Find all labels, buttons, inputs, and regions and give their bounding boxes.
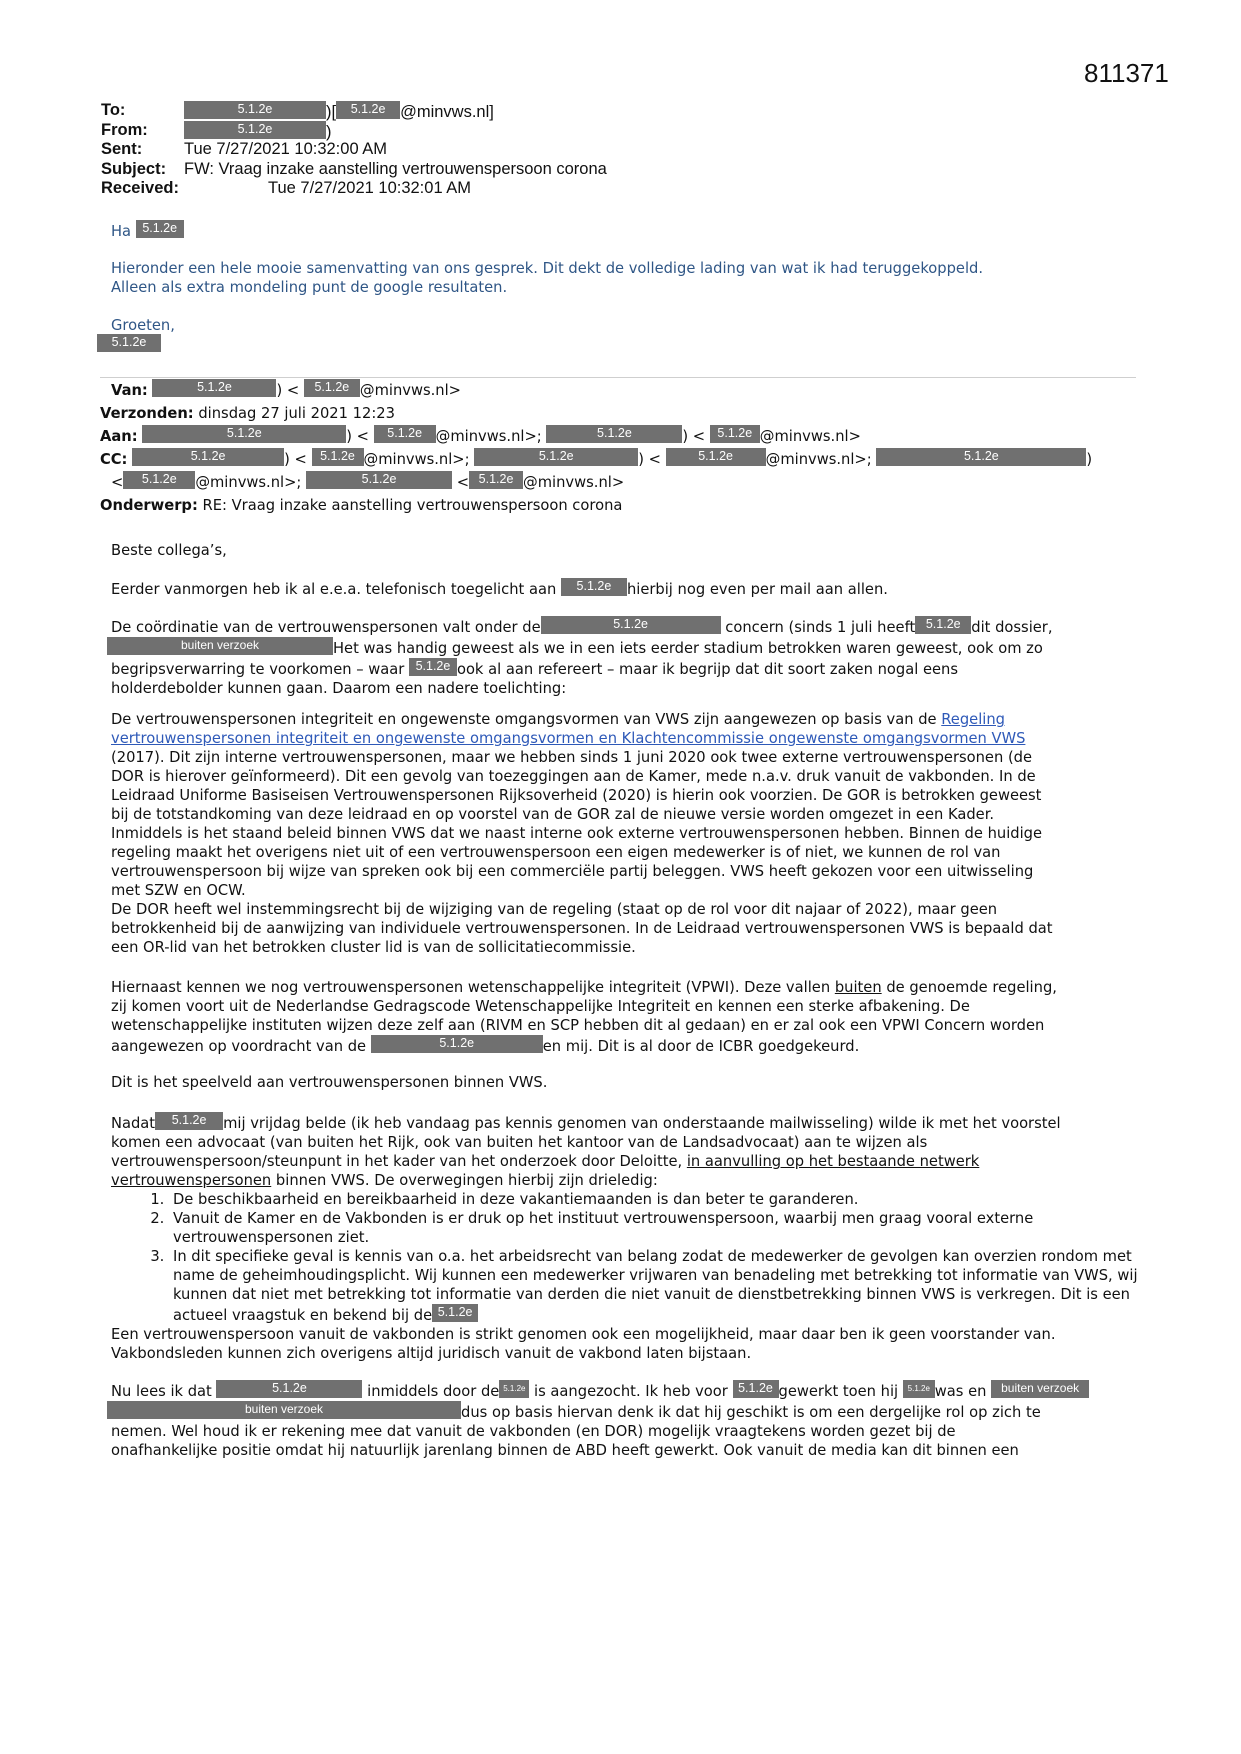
subject-label: Subject: <box>101 159 167 178</box>
redaction: 5.1.2e <box>97 334 161 352</box>
redaction: 5.1.2e <box>136 220 184 238</box>
to-value <box>184 101 494 123</box>
forward-line-1: Hieronder een hele mooie samenvatting van ons gesprek. Dit dekt de volledige lading van wat ik had teruggekoppeld. <box>111 260 984 277</box>
domain: @minvws.nl> <box>759 428 861 445</box>
p8-text-c: is aangezocht. Ik heb voor <box>534 1383 728 1400</box>
closing: Groeten, <box>111 317 175 334</box>
domain: @minvws.nl>; <box>765 451 872 468</box>
redaction: 5.1.2e <box>142 425 346 443</box>
redaction: 5.1.2e <box>152 379 276 397</box>
received-value: Tue 7/27/2021 10:32:01 AM <box>268 179 472 197</box>
redaction: 5.1.2e <box>499 1380 529 1398</box>
domain: @minvws.nl> <box>523 474 625 491</box>
p3-line: (2017). Dit zijn interne vertrouwenspersonen, maar we hebben sinds 1 juni 2020 ook twee externe vertrouwenspersonen (de <box>111 749 1033 766</box>
onderwerp-value: RE: Vraag inzake aanstelling vertrouwenspersoon corona <box>202 497 623 514</box>
p3-line: De DOR heeft wel instemmingsrecht bij de wijziging van de regeling (staat op de rol voor dit najaar of 2022), maar geen <box>111 901 998 918</box>
to-label: To: <box>101 101 126 119</box>
p3-line: regeling maakt het overigens niet uit of een vertrouwenspersoon een eigen medewerker is of niet, we kunnen de rol van <box>111 844 1001 861</box>
redaction: 5.1.2e <box>374 425 436 443</box>
redaction-outside-request: buiten verzoek <box>107 637 333 655</box>
p2-line-4: holderdebolder kunnen gaan. Daarom een nadere toelichting: <box>111 680 567 697</box>
bracket: ) < <box>284 451 307 468</box>
cc-label: CC: <box>100 451 128 468</box>
p4-text-e: aangewezen op voordracht van de <box>111 1038 367 1055</box>
p6-line-4 <box>111 1171 1141 1190</box>
to-mid: )[ <box>326 103 337 121</box>
p4-line-3: wetenschappelijke instituten wijzen deze zelf aan (RIVM en SCP hebben dit al gedaan) en er zal ook een VPWI Concern worden <box>111 1017 1045 1034</box>
subject-value: FW: Vraag inzake aanstelling vertrouwenspersoon corona <box>184 159 607 178</box>
aan-label: Aan: <box>100 428 138 445</box>
p4-line-4 <box>111 1035 1141 1056</box>
email-header <box>101 101 607 199</box>
p2-line-1 <box>111 616 1141 637</box>
redaction: 5.1.2e <box>733 1380 779 1398</box>
li3-text: In dit specifieke geval is kennis van o.a. het arbeidsrecht van belang zodat de medewerker de gevolgen kan overzien rondom met name de geheimhoudingsplicht. Wij kunnen een medewerker vrijwaren van benadeling met betrekking tot informatie van VWS, wij kunnen dat niet met betrekking tot informatie van derden die niet vanuit de dienstbetrekking binnen VWS is verkregen. Dit is een actueel vraagstuk en bekend bij de <box>173 1248 1138 1324</box>
from-row <box>101 120 332 141</box>
sent-row <box>101 140 388 160</box>
p3-line: met SZW en OCW. <box>111 882 246 899</box>
p7-line-2: Vakbondsleden kunnen zich overigens altijd juridisch vanuit de vakbond laten bijstaan. <box>111 1345 752 1362</box>
list-item <box>169 1247 1169 1325</box>
p8-text-d: gewerkt toen hij <box>778 1383 899 1400</box>
considerations-list <box>111 1190 1169 1325</box>
sent-label: Sent: <box>101 140 143 158</box>
bracket: < <box>111 474 124 491</box>
redaction: 5.1.2e <box>336 101 400 119</box>
paragraph-8 <box>111 1380 1141 1460</box>
p6-text-d: vertrouwenspersoon/steunpunt in het kader van het onderzoek door Deloitte, <box>111 1153 683 1170</box>
paragraph-4 <box>111 978 1141 1056</box>
p6-line-2: komen een advocaat (van buiten het Rijk, ook van buiten het kantoor van de Landsadvocaat) aan te wijzen als <box>111 1134 928 1151</box>
p1-text-a: Eerder vanmorgen heb ik al e.e.a. telefonisch toegelicht aan <box>111 581 557 598</box>
list-item: 2. Vanuit de Kamer en de Vakbonden is er druk op het instituut vertrouwenspersoon, waarbij men graag vooral externe vertrouwenspersonen ziet. <box>169 1209 1169 1247</box>
redaction: 5.1.2e <box>371 1035 543 1053</box>
p3-line: vertrouwenspersoon bij wijze van spreken ook bij een commerciële partij beleggen. VWS heeft gekozen voor een uitwisseling <box>111 863 1034 880</box>
p8-line-3: nemen. Wel houd ik er rekening mee dat vanuit de vakbonden (en DOR) mogelijk vraagtekens worden gezet bij de <box>111 1423 956 1440</box>
p6-line-1 <box>111 1112 1141 1133</box>
from-tail: ) <box>326 122 332 141</box>
p3-line-2 <box>111 729 1141 748</box>
redaction: 5.1.2e <box>312 448 364 466</box>
paragraph-5 <box>111 1073 1141 1092</box>
greeting: Ha <box>111 223 132 240</box>
domain: @minvws.nl>; <box>435 428 542 445</box>
p3-text-a: De vertrouwenspersonen integriteit en ongewenste omgangsvormen van VWS zijn aangewezen op basis van de <box>111 711 937 728</box>
p4-text-a: Hiernaast kennen we nog vertrouwenspersonen wetenschappelijke integriteit (VPWI). Deze vallen <box>111 979 831 996</box>
cc-row-2 <box>100 471 1150 494</box>
onderwerp-label: Onderwerp: <box>100 497 198 514</box>
bracket: ) < <box>682 428 706 445</box>
regeling-link-cont[interactable]: vertrouwenspersonen integriteit en ongewenste omgangsvormen en Klachtencommissie ongewenste omgangsvormen VWS <box>111 730 1026 747</box>
redaction: 5.1.2e <box>541 616 721 634</box>
p8-text-b: inmiddels door de <box>367 1383 500 1400</box>
received-row <box>101 179 472 199</box>
signature-redaction <box>97 334 161 354</box>
from-value <box>184 121 332 143</box>
redaction: 5.1.2e <box>132 448 284 466</box>
p2-text-b: concern (sinds 1 juli heeft <box>725 619 916 636</box>
p6-text-a: Nadat <box>111 1115 156 1132</box>
paragraph-6 <box>111 1112 1141 1363</box>
p4-line-2: zij komen voort uit de Nederlandse Gedragscode Wetenschappelijke Integriteit en kennen een sterke afbakening. De <box>111 998 970 1015</box>
redaction: 5.1.2e <box>304 379 360 397</box>
bracket: ) < <box>346 428 369 445</box>
redaction: 5.1.2e <box>184 121 326 139</box>
redaction-outside-request: buiten verzoek <box>107 1401 461 1419</box>
verzonden-label: Verzonden: <box>100 405 194 422</box>
verzonden-value: dinsdag 27 juli 2021 12:23 <box>198 405 395 422</box>
p3-line: een OR-lid van het betrokken cluster lid is van de sollicitatiecommissie. <box>111 939 636 956</box>
forward-line-2: Alleen als extra mondeling punt de google resultaten. <box>111 279 508 296</box>
subject-row <box>101 159 607 180</box>
p2-text-c: dit dossier, <box>971 619 1053 636</box>
domain: @minvws.nl>; <box>363 451 470 468</box>
bracket: ) < <box>638 451 661 468</box>
p3-line: Leidraad Uniforme Basiseisen Vertrouwenspersonen Rijksoverheid (2020) is hierin ook voorzien. De GOR is betrokken geweest <box>111 787 1042 804</box>
p2-text-d: Het was handig geweest als we in een iets eerder stadium betrokken waren geweest, ook om zo <box>333 640 1043 657</box>
p4-line-1 <box>111 978 1141 997</box>
redaction: 5.1.2e <box>903 1380 935 1398</box>
p8-line-2 <box>107 1401 1141 1422</box>
cc-row <box>100 448 1150 471</box>
redaction: 5.1.2e <box>184 101 326 119</box>
sent-value: Tue 7/27/2021 10:32:00 AM <box>184 140 388 158</box>
document-number: 811371 <box>1084 58 1169 88</box>
p8-text-e: was en <box>934 1383 987 1400</box>
redaction: 5.1.2e <box>474 448 638 466</box>
van-row <box>100 379 1150 402</box>
p6-text-e: binnen VWS. De overwegingen hierbij zijn drieledig: <box>275 1172 658 1189</box>
redaction: 5.1.2e <box>216 1380 362 1398</box>
original-header <box>100 379 1150 517</box>
p2-text-e: begripsverwarring te voorkomen – waar <box>111 661 405 678</box>
p1-line <box>111 578 1141 599</box>
redaction: 5.1.2e <box>561 578 627 596</box>
redaction: 5.1.2e <box>432 1304 478 1322</box>
paragraph-3 <box>111 710 1141 957</box>
p2-text-f: ook al aan refereert – maar ik begrijp dat dit soort zaken nogal eens <box>456 661 958 678</box>
greeting-line <box>111 220 1141 241</box>
to-row <box>101 101 494 121</box>
bracket: < <box>456 474 470 491</box>
salutation <box>111 541 1141 560</box>
p6-underline-2: vertrouwenspersonen <box>111 1172 272 1189</box>
redaction: 5.1.2e <box>306 471 452 489</box>
p8-text-f: dus op basis hiervan denk ik dat hij geschikt is om een dergelijke rol op zich te <box>461 1404 1041 1421</box>
domain: @minvws.nl> <box>359 382 461 399</box>
p4-underline: buiten <box>834 979 882 996</box>
onderwerp-row <box>100 494 1150 517</box>
from-label: From: <box>101 120 148 139</box>
p3-line: betrokkenheid bij de aanwijzing van individuele vertrouwenspersonen. In de Leidraad vertrouwenspersonen VWS is bepaald dat <box>111 920 1053 937</box>
redaction: 5.1.2e <box>876 448 1086 466</box>
p6-text-b: mij vrijdag belde (ik heb vandaag pas kennis genomen van onderstaande mailwisseling) wilde ik met het voorstel <box>223 1115 1061 1132</box>
regeling-link[interactable]: Regeling <box>941 711 1005 728</box>
p2-line-2 <box>107 637 1141 658</box>
redaction: 5.1.2e <box>155 1112 223 1130</box>
redaction: 5.1.2e <box>710 425 760 443</box>
paragraph-1 <box>111 578 1141 599</box>
van-label: Van: <box>111 382 148 399</box>
paragraph-2 <box>111 616 1141 698</box>
p5-text: Dit is het speelveld aan vertrouwenspersonen binnen VWS. <box>111 1074 548 1091</box>
p8-line-4: onafhankelijke positie omdat hij natuurlijk jarenlang binnen de ABD heeft gewerkt. Ook vanuit de media kan dit binnen een <box>111 1442 1019 1459</box>
redaction: 5.1.2e <box>546 425 682 443</box>
p2-line-3 <box>111 658 1141 679</box>
p3-line: bij de totstandkoming van deze leidraad en op voorstel van de GOR zal de nieuwe versie worden omgezet in een Kader. <box>111 806 995 823</box>
p4-text-b: de genoemde regeling, <box>886 979 1057 996</box>
p4-text-f: en mij. Dit is al door de ICBR goedgekeurd. <box>542 1038 860 1055</box>
verzonden-row <box>100 402 1150 425</box>
p3-line: DOR is hierover geïnformeerd). Dit een gevolg van toezeggingen aan de Kamer, mede n.a.v. druk vanuit de vakbonden. In de <box>111 768 1036 785</box>
aan-row <box>100 425 1150 448</box>
p3-line-1 <box>111 710 1141 729</box>
separator <box>100 377 1136 378</box>
received-label: Received: <box>101 179 179 197</box>
p2-text-a: De coördinatie van de vertrouwenspersonen valt onder de <box>111 619 541 636</box>
redaction: 5.1.2e <box>469 471 523 489</box>
redaction: 5.1.2e <box>666 448 766 466</box>
redaction: 5.1.2e <box>123 471 195 489</box>
salutation-text: Beste collega’s, <box>111 542 227 559</box>
redaction: 5.1.2e <box>915 616 971 634</box>
p6-underline-1: in aanvulling op het bestaande netwerk <box>686 1153 980 1170</box>
forward-body <box>111 259 1141 297</box>
p8-line-1 <box>111 1380 1141 1401</box>
p1-text-b: hierbij nog even per mail aan allen. <box>626 581 888 598</box>
forward-message <box>111 220 1141 241</box>
list-item: 1. De beschikbaarheid en bereikbaarheid in deze vakantiemaanden is dan beter te garanderen. <box>169 1190 1169 1209</box>
redaction-outside-request: buiten verzoek <box>991 1380 1089 1398</box>
redaction: 5.1.2e <box>409 658 457 676</box>
to-domain: @minvws.nl] <box>400 103 494 121</box>
domain: @minvws.nl>; <box>195 474 302 491</box>
forward-closing <box>111 316 1141 335</box>
p6-line-3 <box>111 1152 1141 1171</box>
p8-text-a: Nu lees ik dat <box>111 1383 212 1400</box>
bracket: ) < <box>276 382 300 399</box>
p3-line: Inmiddels is het staand beleid binnen VWS dat we naast interne ook externe vertrouwenspersonen hebben. Binnen de huidige <box>111 825 1043 842</box>
p7-line-1: Een vertrouwenspersoon vanuit de vakbonden is strikt genomen ook een mogelijkheid, maar daar ben ik geen voorstander van. <box>111 1326 1056 1343</box>
bracket: ) <box>1086 451 1093 468</box>
